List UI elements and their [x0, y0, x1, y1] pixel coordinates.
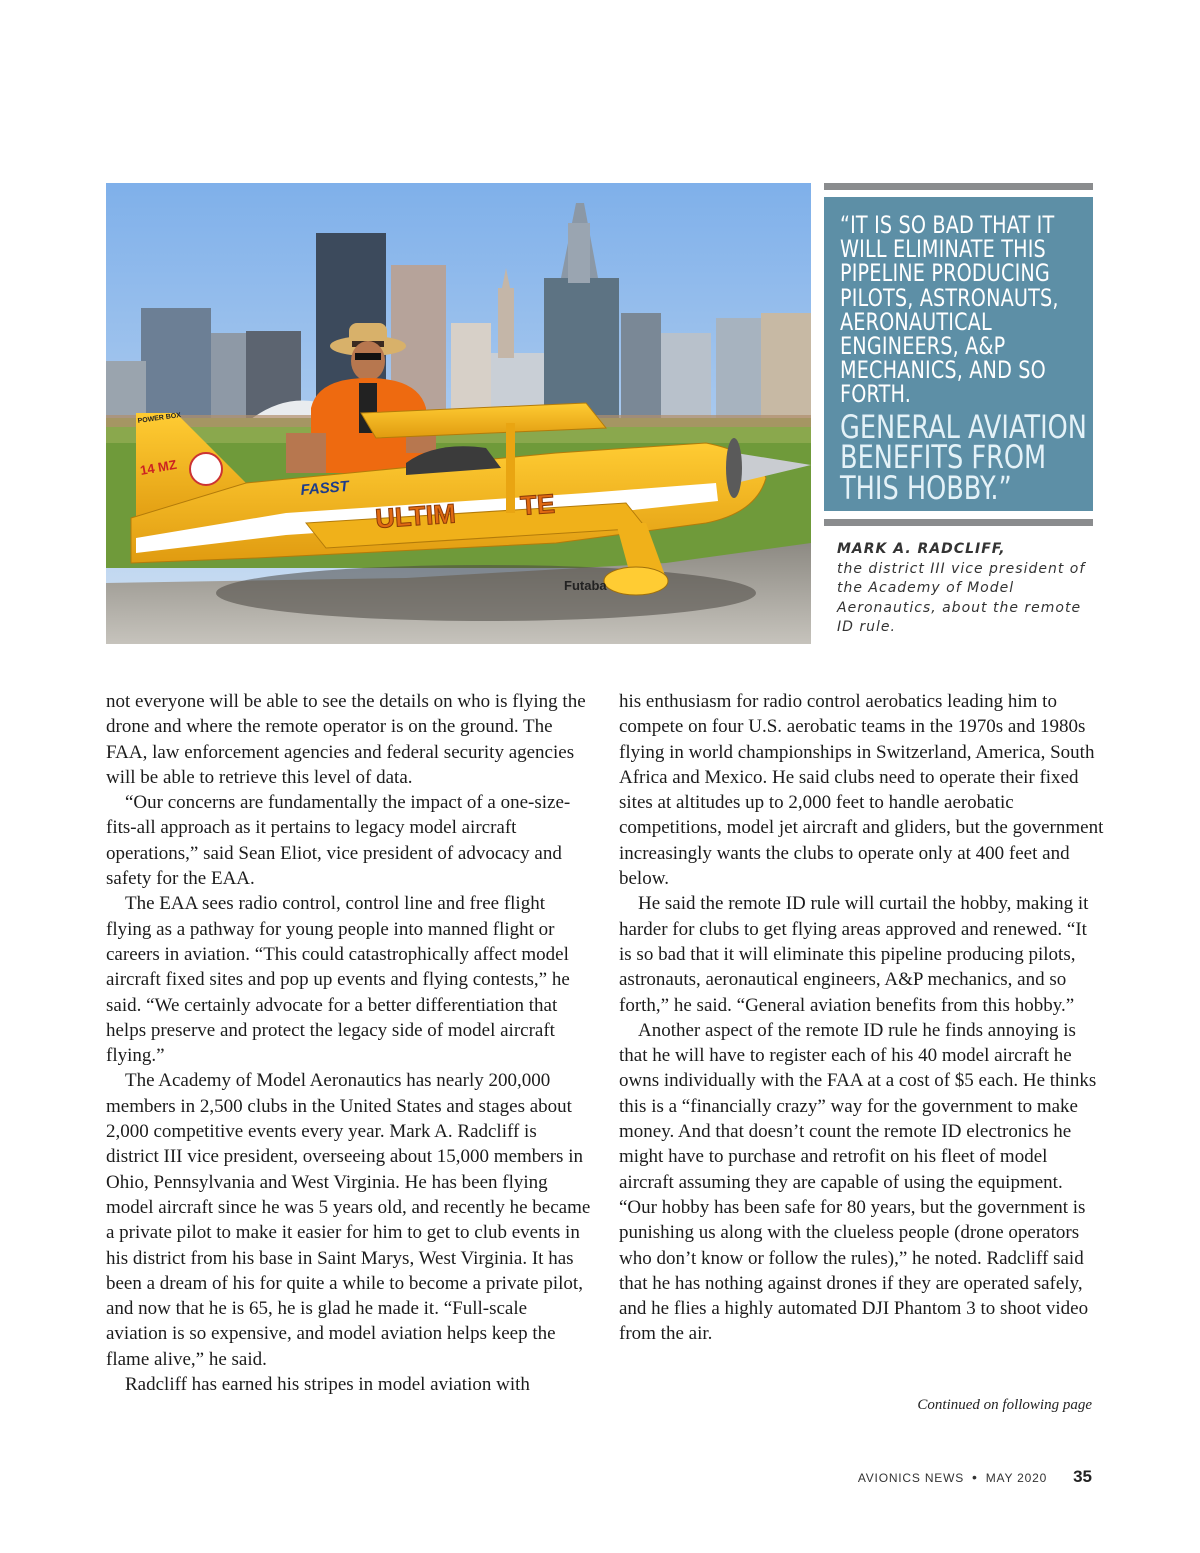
pull-quote-attribution: [837, 540, 1087, 638]
paragraph: Another aspect of the remote ID rule he finds annoying is that he will have to register each of his 40 model aircraft he owns individually with the FAA at a cost of $5 each. He thinks this is a “financially crazy” way for the government to make money. And that doesn’t count the remote ID electronics he might have to purchase and retrofit on his fleet of model aircraft assuming they are capable of using the equipment. “Our hobby has been safe for 80 years, but the government is punishing us along with the clueless people (drone operators who don’t know or follow the rules),” he noted. Radcliff said that he has nothing against drones if they are operated safely, and he flies a highly automated DJI Phantom 3 to shoot video from the air.: [619, 1019, 1097, 1345]
plane-marking-te: TE: [519, 488, 556, 521]
pull-quote-emphasis-text: GENERAL AVIATION BENEFITS FROM THIS HOBBY.”: [840, 407, 1087, 507]
photo-model-biplane-and-pilot: [106, 183, 811, 644]
attribution-name: MARK A. RADCLIFF,: [837, 541, 1006, 557]
page-number: 35: [1073, 1467, 1092, 1486]
paragraph: “Our concerns are fundamentally the impact of a one-size-fits-all approach as it pertains to legacy model aircraft operations,” said Sean Eliot, vice president of advocacy and safety for the EAA.: [106, 792, 571, 890]
continued-note: Continued on following page: [917, 1397, 1092, 1413]
attribution-description: the district III vice president of the Academy of Model Aeronautics, about the remote ID rule.: [837, 560, 1086, 636]
article-right-column: [619, 689, 1104, 1347]
paragraph: He said the remote ID rule will curtail the hobby, making it harder for clubs to get flying areas approved and renewed. “It is so bad that it will eliminate this pipeline producing pilots, astronauts, aeronautical engineers, A&P mechanics, and so forth,” he said. “General aviation benefits from this hobby.”: [619, 893, 1089, 1016]
footer-separator: •: [972, 1469, 978, 1485]
article-left-column: [106, 689, 591, 1397]
plane-marking-ultim: ULTIM: [374, 498, 457, 534]
paragraph: The Academy of Model Aeronautics has nearly 200,000 members in 2,500 clubs in the United States and stages about 2,000 competitive events every year. Mark A. Radcliff is district III vice president, overseeing about 15,000 members in Ohio, Pennsylvania and West Virginia. He has been flying model aircraft since he was 5 years old, and recently he became a private pilot to make it easier for him to get to club events in his district from his base in Saint Marys, West Virginia. It has been a dream of his for quite a while to become a private pilot, and now that he is 65, he is glad he made it. “Full-scale aviation is so expensive, and model aviation helps keep the flame alive,” he said.: [106, 1070, 591, 1370]
issue-date: MAY 2020: [985, 1471, 1048, 1485]
paragraph: The EAA sees radio control, control line and free flight flying as a pathway for young people into manned flight or careers in aviation. “This could catastrophically affect model aircraft fixed sites and pop up events and flying contests,” he said. “We certainly advocate for a better differentiation that helps preserve and protect the legacy side of model aircraft flying.”: [106, 893, 570, 1067]
article-photo: [106, 183, 811, 644]
plane-marking-futaba: Futaba: [564, 578, 607, 593]
page-footer: [858, 1467, 1092, 1487]
plane-marking-14mz: 14 MZ: [138, 456, 178, 478]
pull-quote-top-rule: [824, 183, 1093, 190]
paragraph: Radcliff has earned his stripes in model aviation with: [125, 1374, 530, 1396]
paragraph: his enthusiasm for radio control aerobatics leading him to compete on four U.S. aerobatic teams in the 1970s and 1980s flying in world championships in Switzerland, America, South Africa and Mexico. He said clubs need to operate their fixed sites at altitudes up to 2,000 feet to handle aerobatic competitions, model jet aircraft and gliders, but the government increasingly wants the clubs to operate only at 400 feet and below.: [619, 691, 1104, 890]
pull-quote: [824, 197, 1093, 511]
pull-quote-bottom-rule: [824, 519, 1093, 526]
pull-quote-main-text: “IT IS SO BAD THAT IT WILL ELIMINATE THIS PIPELINE PRODUCING PILOTS, ASTRONAUTS, AERONAUTICAL ENGINEERS, A&P MECHANICS, AND SO FORTH.: [840, 211, 1059, 409]
plane-marking-powerbox: POWER BOX: [137, 411, 182, 425]
publication-name: AVIONICS NEWS: [857, 1471, 965, 1485]
paragraph: not everyone will be able to see the details on who is flying the drone and where the remote operator is on the ground. The FAA, law enforcement agencies and federal security agencies will be able to retrieve this level of data.: [106, 691, 586, 788]
plane-marking-fasst: FASST: [299, 477, 350, 499]
